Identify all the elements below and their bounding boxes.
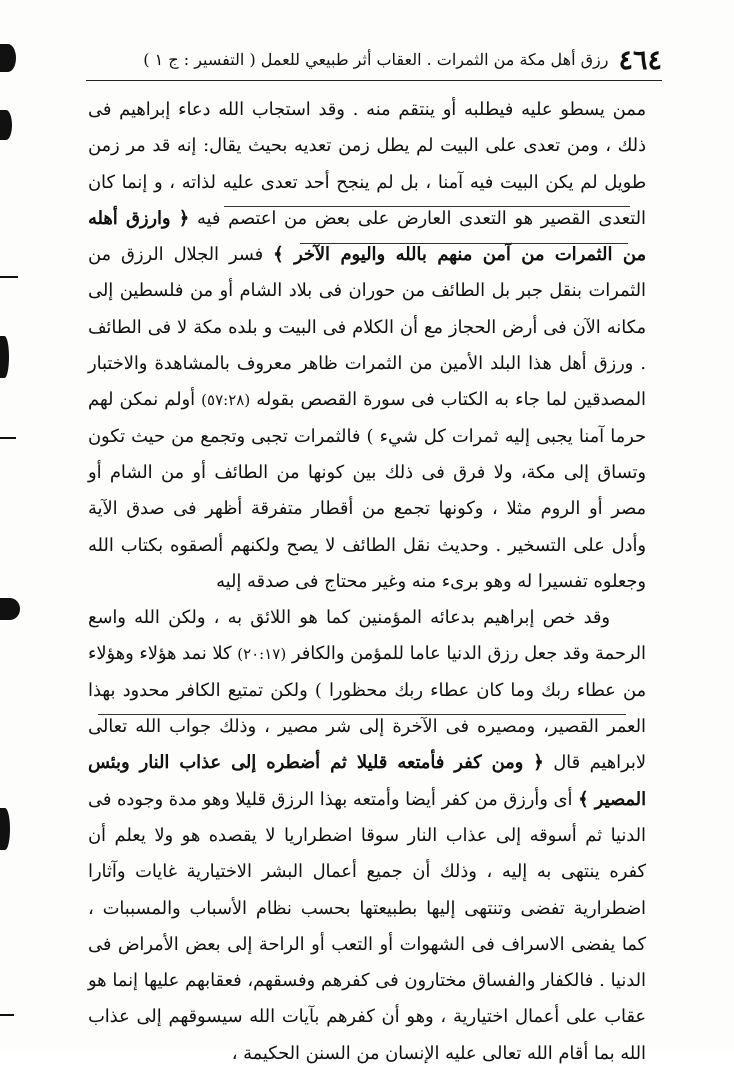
verse-reference: (٥٧:٢٨) (201, 391, 251, 410)
underline-rule (300, 243, 628, 244)
page-number: ٤٦٤ (618, 44, 662, 76)
text-segment: أولم نمكن لهم حرما آمنا يجبى إليه ثمرات كل شيء ) فالثمرات تجبى وتجمع من حيث تكون وتساق إلى مكة، ولا فرق فى ذلك بين كونها من الطائف أو من الشام أو مصر أو الروم مثلا ، وكونها تجمع من أقطار متفرقة أظهر فى صدق الآية وأدل على التسخير . وحديث نقل الطائف لا يصح ولكنهم ألصقوه بكتاب الله وجعلوه تفسيرا له وهو برىء منه وغير محتاج فى صدقه إليه (88, 389, 646, 592)
scan-edge-tick (0, 1014, 14, 1016)
quran-verse: ﴿ وارزق أهله من الثمرات من آمن منهم بالله واليوم الآخر ﴾ (88, 207, 646, 266)
scan-edge-mark (0, 336, 9, 378)
scan-edge-mark (0, 808, 10, 850)
text-segment: ممن يسطو عليه فيطلبه أو ينتقم منه . وقد استجاب الله دعاء إبراهيم فى ذلك ، ومن تعدى على البيت لم يطل زمن تعديه بحيث يقال: إنه قد مر زمن طويل لم يكن البيت فيه آمنا ، بل لم ينجح أحد تعدى عليه لذاته ، و إنما كان التعدى القصير هو التعدى العارض على بعض من اعتصم فيه (88, 99, 646, 229)
text-segment: فسر الجلال الرزق من الثمرات بنقل جبر بل الطائف من حوران فى بلاد الشام أو من فلسطين إلى مكانه الآن فى أرض الحجاز مع أن الكلام فى البيت و بلده مكة لا فى الطائف . ورزق أهل هذا البلد الأمين من الثمرات ظاهر معروف بالمشاهدة والاختبار المصدقين لما جاء به الكتاب فى سورة القصص بقوله (88, 244, 646, 411)
quran-verse: ﴿ ومن كفر فأمتعه قليلا ثم أضطره إلى عذاب النار وبئس المصير ﴾ (88, 752, 647, 810)
body-text (88, 92, 646, 1072)
paragraph-2 (88, 600, 646, 1072)
scan-edge-tick (0, 276, 18, 278)
scan-edge-mark (0, 598, 20, 620)
text-segment: وقد خص إبراهيم بدعائه المؤمنين كما هو اللائق به ، ولكن الله واسع الرحمة وقد جعل رزق الدنيا عاما للمؤمن والكافر (88, 607, 646, 665)
page-header (86, 40, 662, 81)
scan-edge-mark (0, 110, 12, 140)
underline-rule (224, 206, 630, 207)
verse-reference: (٢٠:١٧) (237, 645, 287, 664)
scan-edge-mark (0, 44, 16, 72)
paragraph-1 (88, 92, 646, 600)
underline-rule (98, 714, 626, 715)
scan-edge-tick (0, 437, 16, 439)
text-segment: أى وأرزق من كفر أيضا وأمتعه بهذا الرزق قليلا وهو مدة وجوده فى الدنيا ثم أسوقه إلى عذاب النار سوقا اضطراريا لا يقصده هو ولا يعلم أن كفره ينتهى به إليه ، وذلك أن جميع أعمال البشر الاختيارية غايات وآثارا اضطرارية تفضى وتنتهى إليها بطبيعتها بحسب نظام الأسباب والمسببات ، كما يفضى الاسراف فى الشهوات أو التعب أو الراحة إلى بعض الأمراض فى الدنيا . فالكفار والفساق مختارون فى كفرهم وفسقهم، فعقابهم عليها إنما هو عقاب على أعمال اختيارية ، وهو أن كفرهم بآيات الله سيسوقهم إلى عذاب الله بما أقام الله تعالى عليه الإنسان من السنن الحكيمة ، (88, 788, 646, 1064)
text-segment: كلا نمد هؤلاء وهؤلاء من عطاء ربك وما كان عطاء ربك محظورا ) ولكن تمتيع الكافر محدود بهذا العمر القصير، ومصيره فى الآخرة إلى شر مصير ، وذلك جواب الله تعالى لابراهيم قال (88, 643, 647, 774)
running-title: رزق أهل مكة من الثمرات . العقاب أثر طبيعي للعمل ( التفسير : ج ١ ) (143, 50, 609, 70)
